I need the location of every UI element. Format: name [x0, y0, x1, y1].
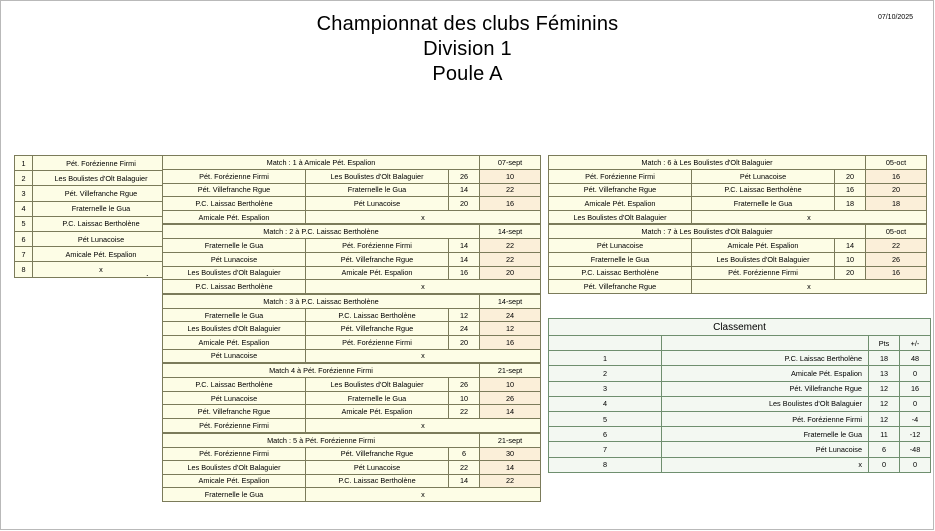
standings-row: [549, 396, 931, 411]
standings-title-row: [549, 319, 931, 336]
match-row: [163, 183, 541, 197]
home-team: Pét. Villefranche Rgue: [163, 405, 306, 419]
away-score: 22: [480, 239, 541, 253]
home-score: 20: [835, 170, 866, 184]
home-team: Pét Lunacoise: [163, 391, 306, 405]
away-score: 16: [866, 266, 927, 280]
home-team: P.C. Laissac Bertholène: [163, 378, 306, 392]
away-team: P.C. Laissac Bertholène: [306, 474, 449, 488]
away-score: 24: [480, 308, 541, 322]
standings-header-pos: [549, 336, 662, 351]
match-date: 14-sept: [480, 294, 541, 308]
home-score: 12: [449, 308, 480, 322]
standings-pos: 4: [549, 396, 662, 411]
away-team: x: [692, 210, 927, 224]
home-score: 6: [449, 447, 480, 461]
standings-pts: 0: [869, 457, 900, 472]
away-score: 22: [480, 474, 541, 488]
standings-diff: 0: [900, 457, 931, 472]
away-team: Pét. Forézienne Firmi: [306, 239, 449, 253]
match-row: [163, 461, 541, 475]
table-row: [15, 247, 170, 262]
match-date: 21-sept: [480, 433, 541, 447]
away-score: 22: [480, 183, 541, 197]
match-row: [163, 378, 541, 392]
home-score: 18: [835, 197, 866, 211]
match-date: 05-oct: [866, 156, 927, 170]
standings-table: [548, 318, 931, 473]
away-team: Pét. Villefranche Rgue: [306, 322, 449, 336]
standings-row: [549, 411, 931, 426]
standings-row: [549, 366, 931, 381]
table-row: [15, 216, 170, 231]
home-team: Amicale Pét. Espalion: [549, 197, 692, 211]
match-row: [549, 183, 927, 197]
standings-row: [549, 457, 931, 472]
home-team: Fraternelle le Gua: [163, 488, 306, 502]
standings-header-row: [549, 336, 931, 351]
match-header-row: [163, 156, 541, 170]
away-score: 10: [480, 170, 541, 184]
match-row: [549, 280, 927, 294]
standings-row: [549, 442, 931, 457]
standings-diff: 16: [900, 381, 931, 396]
standings-pos: 1: [549, 351, 662, 366]
home-team: Les Boulistes d'Olt Balaguier: [163, 461, 306, 475]
home-score: 10: [835, 252, 866, 266]
match-title: Match : 5 à Pét. Forézienne Firmi: [163, 433, 480, 447]
away-team: Les Boulistes d'Olt Balaguier: [306, 378, 449, 392]
match-block: [548, 155, 927, 224]
standings-pts: 13: [869, 366, 900, 381]
standings-team: Fraternelle le Gua: [662, 427, 869, 442]
home-team: Pét Lunacoise: [549, 239, 692, 253]
away-score: 14: [480, 461, 541, 475]
away-score: 12: [480, 322, 541, 336]
team-number: 4: [15, 201, 33, 216]
match-row: [549, 210, 927, 224]
home-score: 14: [835, 239, 866, 253]
home-team: Fraternelle le Gua: [549, 252, 692, 266]
home-team: Pét. Forézienne Firmi: [163, 447, 306, 461]
home-score: 16: [449, 266, 480, 280]
team-name: x: [33, 262, 170, 277]
home-score: 26: [449, 378, 480, 392]
away-team: x: [306, 210, 541, 224]
standings-team: Pét. Forézienne Firmi: [662, 411, 869, 426]
home-team: Les Boulistes d'Olt Balaguier: [549, 210, 692, 224]
team-number: 8: [15, 262, 33, 277]
match-row: [549, 239, 927, 253]
standings-pos: 2: [549, 366, 662, 381]
team-number: 2: [15, 171, 33, 186]
away-team: Fraternelle le Gua: [306, 183, 449, 197]
match-title: Match : 6 à Les Boulistes d'Olt Balaguier: [549, 156, 866, 170]
away-team: x: [306, 280, 541, 294]
match-header-row: [549, 156, 927, 170]
standings-team: Pét Lunacoise: [662, 442, 869, 457]
standings-team: Les Boulistes d'Olt Balaguier: [662, 396, 869, 411]
standings-team: P.C. Laissac Bertholène: [662, 351, 869, 366]
away-score: 16: [480, 197, 541, 211]
team-name: P.C. Laissac Bertholène: [33, 216, 170, 231]
home-score: 14: [449, 252, 480, 266]
home-team: Fraternelle le Gua: [163, 239, 306, 253]
match-row: [163, 280, 541, 294]
match-date: 14-sept: [480, 225, 541, 239]
home-team: Pét. Forézienne Firmi: [163, 418, 306, 432]
home-team: Pét. Forézienne Firmi: [163, 170, 306, 184]
standings-header-pts: Pts: [869, 336, 900, 351]
standings-diff: 0: [900, 366, 931, 381]
team-number: 3: [15, 186, 33, 201]
match-title: Match : 3 à P.C. Laissac Bertholène: [163, 294, 480, 308]
match-row: [163, 210, 541, 224]
away-team: Pét. Villefranche Rgue: [306, 252, 449, 266]
away-team: x: [306, 349, 541, 363]
match-row: [163, 170, 541, 184]
away-score: 26: [866, 252, 927, 266]
match-row: [163, 322, 541, 336]
home-team: Les Boulistes d'Olt Balaguier: [163, 322, 306, 336]
standings-diff: 0: [900, 396, 931, 411]
match-row: [163, 266, 541, 280]
team-name: Pét. Villefranche Rgue: [33, 186, 170, 201]
away-team: Amicale Pét. Espalion: [306, 405, 449, 419]
table-row: [15, 186, 170, 201]
match-header-row: [163, 364, 541, 378]
team-number: 6: [15, 231, 33, 246]
standings-header-team: [662, 336, 869, 351]
away-team: x: [692, 280, 927, 294]
team-name: Pét. Forézienne Firmi: [33, 156, 170, 171]
standings-pos: 3: [549, 381, 662, 396]
away-team: x: [306, 418, 541, 432]
table-row: [15, 156, 170, 171]
away-score: 16: [866, 170, 927, 184]
match-title: Match : 7 à Les Boulistes d'Olt Balaguier: [549, 225, 866, 239]
match-row: [163, 349, 541, 363]
home-score: 20: [835, 266, 866, 280]
team-name: Fraternelle le Gua: [33, 201, 170, 216]
away-team: Pét Lunacoise: [692, 170, 835, 184]
team-name: Pét Lunacoise: [33, 231, 170, 246]
match-row: [549, 252, 927, 266]
home-score: 22: [449, 405, 480, 419]
match-header-row: [549, 225, 927, 239]
home-score: 14: [449, 239, 480, 253]
match-row: [163, 405, 541, 419]
home-team: Pét. Villefranche Rgue: [549, 280, 692, 294]
match-row: [549, 197, 927, 211]
away-team: Amicale Pét. Espalion: [692, 239, 835, 253]
away-score: 22: [480, 252, 541, 266]
match-block: [162, 294, 541, 363]
home-team: P.C. Laissac Bertholène: [549, 266, 692, 280]
home-team: Amicale Pét. Espalion: [163, 210, 306, 224]
match-row: [163, 239, 541, 253]
away-team: P.C. Laissac Bertholène: [306, 308, 449, 322]
away-team: Pét. Villefranche Rgue: [306, 447, 449, 461]
home-team: Pét. Villefranche Rgue: [163, 183, 306, 197]
standings-diff: -4: [900, 411, 931, 426]
home-score: 14: [449, 474, 480, 488]
home-score: 26: [449, 170, 480, 184]
standings-team: Pét. Villefranche Rgue: [662, 381, 869, 396]
home-score: 14: [449, 183, 480, 197]
match-header-row: [163, 433, 541, 447]
match-row: [163, 447, 541, 461]
title-line-1: Championnat des clubs Féminins: [316, 13, 619, 35]
home-team: Pét. Villefranche Rgue: [549, 183, 692, 197]
away-score: 10: [480, 378, 541, 392]
standings-header-diff: +/-: [900, 336, 931, 351]
standings-team: Amicale Pét. Espalion: [662, 366, 869, 381]
home-team: Pét. Forézienne Firmi: [549, 170, 692, 184]
home-score: 22: [449, 461, 480, 475]
home-score: 20: [449, 197, 480, 211]
standings-pts: 12: [869, 396, 900, 411]
away-team: Pét. Forézienne Firmi: [692, 266, 835, 280]
home-team: P.C. Laissac Bertholène: [163, 280, 306, 294]
decorative-dot: .: [146, 268, 149, 278]
home-score: 16: [835, 183, 866, 197]
away-team: P.C. Laissac Bertholène: [692, 183, 835, 197]
match-title: Match : 2 à P.C. Laissac Bertholène: [163, 225, 480, 239]
match-title: Match : 1 à Amicale Pét. Espalion: [163, 156, 480, 170]
away-team: Pét Lunacoise: [306, 461, 449, 475]
match-block: [162, 224, 541, 293]
away-team: Fraternelle le Gua: [692, 197, 835, 211]
match-header-row: [163, 225, 541, 239]
home-score: 10: [449, 391, 480, 405]
away-score: 18: [866, 197, 927, 211]
standings-title: Classement: [549, 319, 931, 336]
standings-diff: -48: [900, 442, 931, 457]
standings-pos: 7: [549, 442, 662, 457]
table-row: [15, 231, 170, 246]
match-row: [549, 170, 927, 184]
title-line-2: Division 1: [423, 38, 512, 60]
home-team: Pét Lunacoise: [163, 349, 306, 363]
away-score: 26: [480, 391, 541, 405]
home-team: P.C. Laissac Bertholène: [163, 197, 306, 211]
away-team: Amicale Pét. Espalion: [306, 266, 449, 280]
standings-pts: 12: [869, 381, 900, 396]
match-block: [162, 155, 541, 224]
away-team: Pét Lunacoise: [306, 197, 449, 211]
right-match-column: [548, 155, 927, 294]
match-date: 07-sept: [480, 156, 541, 170]
table-row: [15, 201, 170, 216]
away-team: x: [306, 488, 541, 502]
home-team: Les Boulistes d'Olt Balaguier: [163, 266, 306, 280]
home-score: 20: [449, 335, 480, 349]
away-score: 22: [866, 239, 927, 253]
match-header-row: [163, 294, 541, 308]
match-row: [163, 335, 541, 349]
away-score: 30: [480, 447, 541, 461]
standings-pts: 11: [869, 427, 900, 442]
home-team: Pét Lunacoise: [163, 252, 306, 266]
match-row: [549, 266, 927, 280]
standings-pos: 6: [549, 427, 662, 442]
match-block: [162, 363, 541, 432]
teams-list-table: [14, 155, 170, 278]
team-number: 5: [15, 216, 33, 231]
match-row: [163, 197, 541, 211]
standings-row: [549, 351, 931, 366]
home-team: Fraternelle le Gua: [163, 308, 306, 322]
standings-row: [549, 427, 931, 442]
standings-pts: 12: [869, 411, 900, 426]
away-team: Pét. Forézienne Firmi: [306, 335, 449, 349]
team-number: 1: [15, 156, 33, 171]
page-title: [0, 12, 935, 87]
standings-pts: 18: [869, 351, 900, 366]
match-row: [163, 488, 541, 502]
team-name: Amicale Pét. Espalion: [33, 247, 170, 262]
home-team: Amicale Pét. Espalion: [163, 474, 306, 488]
standings-diff: 48: [900, 351, 931, 366]
match-row: [163, 252, 541, 266]
match-row: [163, 418, 541, 432]
standings-pos: 8: [549, 457, 662, 472]
away-team: Fraternelle le Gua: [306, 391, 449, 405]
left-match-column: [162, 155, 541, 502]
match-block: [162, 433, 541, 502]
match-date: 21-sept: [480, 364, 541, 378]
standings-row: [549, 381, 931, 396]
team-number: 7: [15, 247, 33, 262]
team-name: Les Boulistes d'Olt Balaguier: [33, 171, 170, 186]
standings-team: x: [662, 457, 869, 472]
match-row: [163, 474, 541, 488]
away-score: 20: [480, 266, 541, 280]
home-score: 24: [449, 322, 480, 336]
away-team: Les Boulistes d'Olt Balaguier: [306, 170, 449, 184]
home-team: Amicale Pét. Espalion: [163, 335, 306, 349]
match-title: Match 4 à Pét. Forézienne Firmi: [163, 364, 480, 378]
standings-pos: 5: [549, 411, 662, 426]
match-block: [548, 224, 927, 293]
title-line-3: Poule A: [432, 63, 503, 85]
away-score: 14: [480, 405, 541, 419]
away-team: Les Boulistes d'Olt Balaguier: [692, 252, 835, 266]
standings-pts: 6: [869, 442, 900, 457]
match-row: [163, 391, 541, 405]
match-date: 05-oct: [866, 225, 927, 239]
standings-diff: -12: [900, 427, 931, 442]
match-row: [163, 308, 541, 322]
date-stamp: 07/10/2025: [877, 14, 913, 21]
away-score: 20: [866, 183, 927, 197]
away-score: 16: [480, 335, 541, 349]
table-row: [15, 171, 170, 186]
